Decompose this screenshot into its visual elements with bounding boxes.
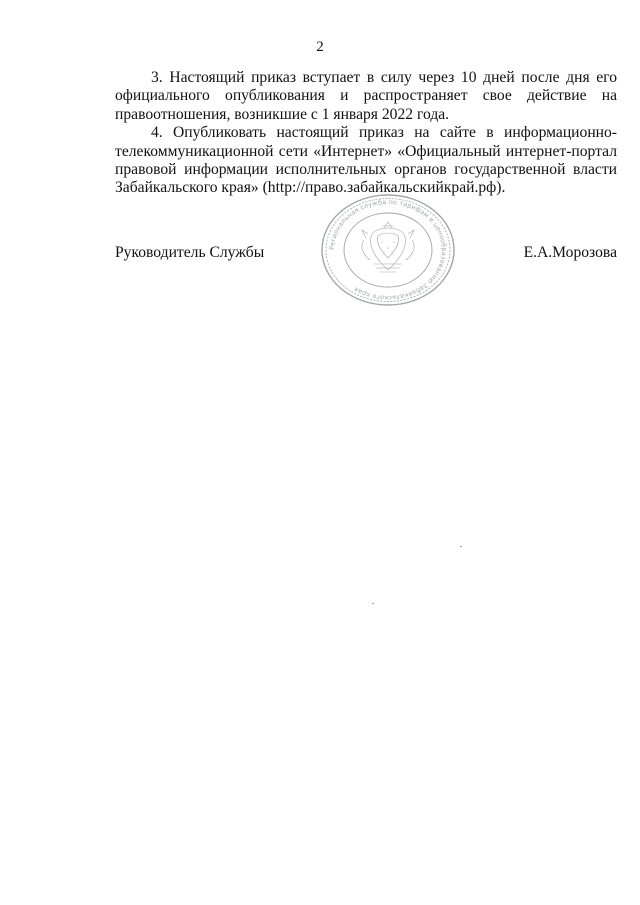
svg-text:Региональная служба по тарифам [329,198,448,301]
official-seal-stamp [312,190,464,310]
page-number: 2 [316,39,324,55]
scan-speck [460,546,462,547]
seal-ring-text: Региональная служба по тарифам и ценообразованию Забайкальского края [328,198,448,302]
paragraph-4: 4. Опубликовать настоящий приказ на сайте в информационно-телекоммуникационной сети «Интернет» «Официальный интернет-портал правовой информации исполнительных органов государственной власти Забайкальского края» (http://право.забайкальскийкрай.рф). [115,124,617,197]
scan-speck [372,603,374,604]
paragraph-3: 3. Настоящий приказ вступает в силу через 10 дней после дня его официального опубликования и распространяет свое действие на правоотношения, возникшие с 1 января 2022 года. [115,69,617,123]
coat-of-arms-emblem [362,222,414,272]
signer-name: Е.А.Морозова [523,244,617,261]
signer-title: Руководитель Службы [115,244,265,261]
document-body [115,69,617,198]
